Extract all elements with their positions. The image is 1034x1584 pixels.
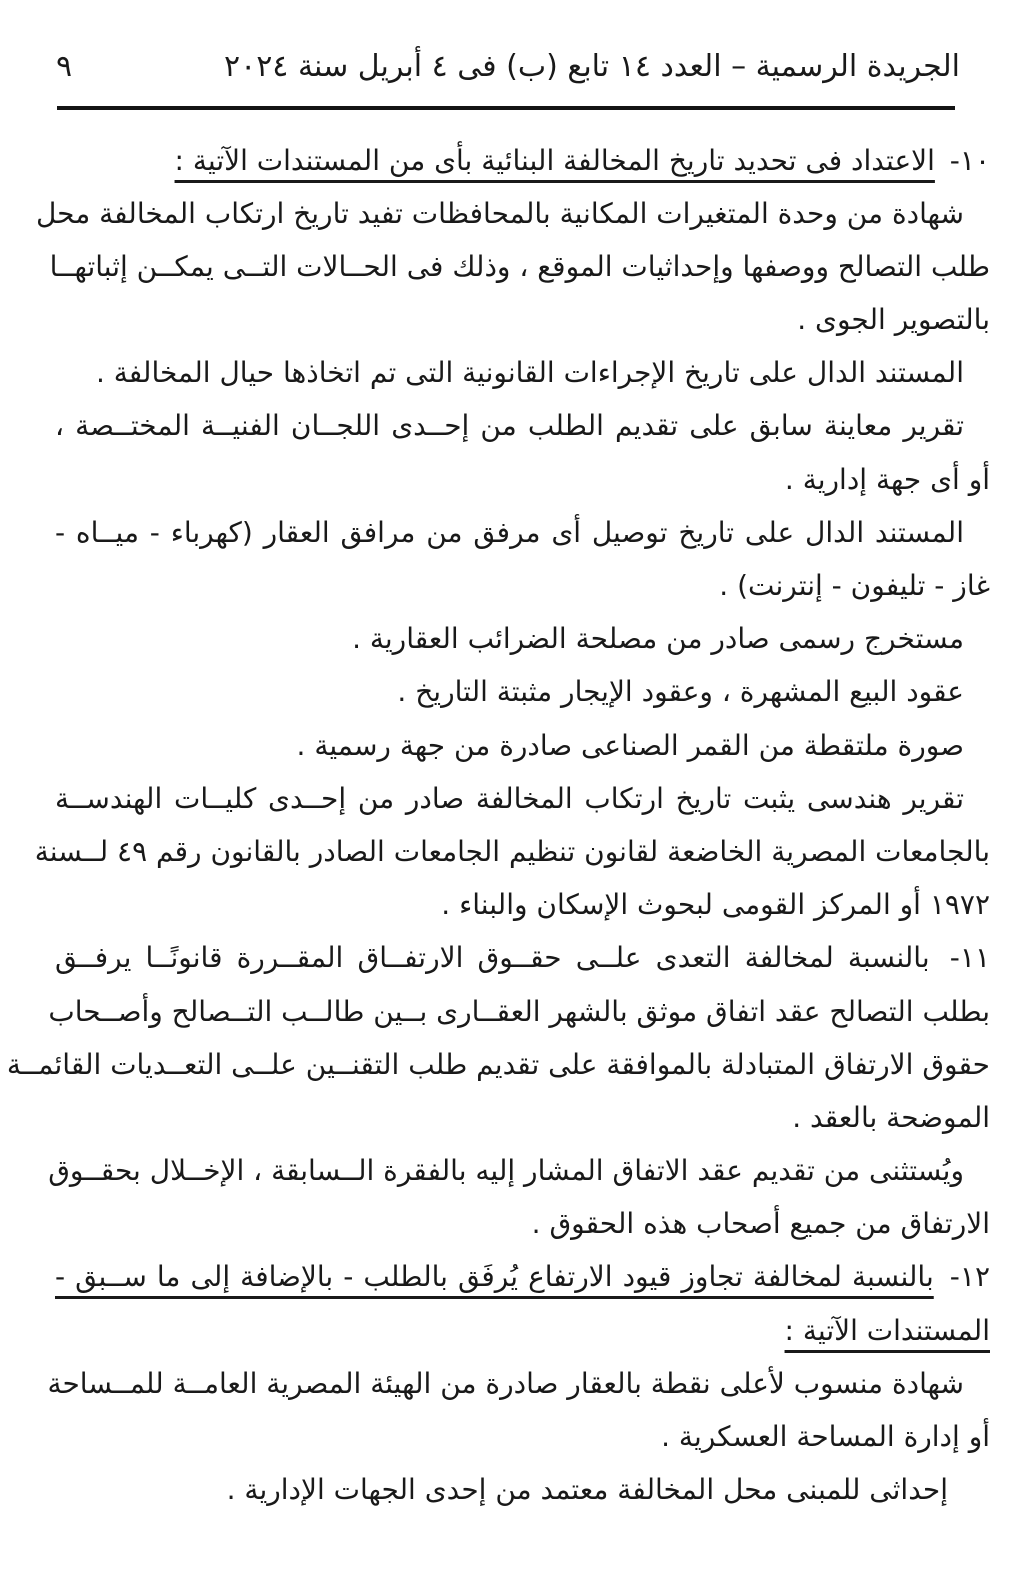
elevation-certificate-line-1: شهادة منسوب لأعلى نقطة بالعقار صادرة من الهيئة المصرية العامــة للمــساحة [47, 1366, 964, 1400]
item-11-number: ١١- [935, 941, 990, 975]
item-11-line-3: حقوق الارتفاق المتبادلة بالموافقة على تقديم طلب التقنــين علــى التعــديات القائمــة [6, 1047, 990, 1081]
tax-extract-line: مستخرج رسمى صادر من مصلحة الضرائب العقارية . [352, 622, 964, 656]
page-number: ٩ [56, 49, 73, 84]
exception-paragraph-line-1: ويُستثنى من تقديم عقد الاتفاق المشار إليه بالفقرة الــسابقة ، الإخــلال بحقــوق [48, 1154, 964, 1188]
item-12-line-2 [55, 1304, 990, 1357]
item-10-number: ١٠- [940, 143, 990, 177]
item-11-line-2: بطلب التصالح عقد اتفاق موثق بالشهر العقــارى بــين طالــب التــصالح وأصــحاب [48, 994, 990, 1028]
certificate-paragraph-line-3: بالتصوير الجوى . [797, 303, 990, 337]
utility-document-line-1: المستند الدال على تاريخ توصيل أى مرفق من مرافق العقار (كهرباء - ميــاه - [55, 515, 964, 549]
engineering-report-line-2: بالجامعات المصرية الخاضعة لقانون تنظيم الجامعات الصادر بالقانون رقم ٤٩ لــسنة [34, 834, 990, 868]
contracts-line: عقود البيع المشهرة ، وعقود الإيجار مثبتة التاريخ . [397, 675, 964, 709]
item-12-number: ١٢- [939, 1260, 990, 1294]
certificate-paragraph-line-2: طلب التصالح ووصفها وإحداثيات الموقع ، وذلك فى الحــالات التــى يمكــن إثباتهــا [49, 249, 990, 283]
item-11-text: بالنسبة لمخالفة التعدى علــى حقــوق الارتفــاق المقــررة قانونًــا يرفــق [55, 941, 930, 975]
coordinates-line: إحداثى للمبنى محل المخالفة معتمد من إحدى الجهات الإدارية . [226, 1473, 948, 1507]
item-12-heading-continuation: المستندات الآتية : [784, 1313, 990, 1347]
item-11-line-4: الموضحة بالعقد . [792, 1100, 990, 1134]
exception-paragraph-line-2: الارتفاق من جميع أصحاب هذه الحقوق . [531, 1207, 990, 1241]
engineering-report-line-3: ١٩٧٢ أو المركز القومى لبحوث الإسكان والبناء . [441, 888, 990, 922]
item-11-line-1 [55, 931, 990, 984]
certificate-paragraph-line-1: شهادة من وحدة المتغيرات المكانية بالمحافظات تفيد تاريخ ارتكاب المخالفة محل [35, 196, 964, 230]
inspection-report-line-2: أو أى جهة إدارية . [784, 462, 990, 496]
item-12-line-1 [55, 1250, 990, 1303]
page-header [0, 0, 1034, 86]
item-12-heading: بالنسبة لمخالفة تجاوز قيود الارتفاع يُرفَق بالطلب - بالإضافة إلى ما ســبق - [55, 1260, 934, 1294]
gazette-title: الجريدة الرسمية – العدد ١٤ تابع (ب) فى ٤ أبريل سنة ٢٠٢٤ [223, 49, 960, 84]
legal-procedures-line: المستند الدال على تاريخ الإجراءات القانونية التى تم اتخاذها حيال المخالفة . [95, 356, 964, 390]
engineering-report-line-1: تقرير هندسى يثبت تاريخ ارتكاب المخالفة صادر من إحــدى كليــات الهندســة [55, 781, 964, 815]
elevation-certificate-line-2: أو إدارة المساحة العسكرية . [661, 1420, 990, 1453]
item-10-heading-line [55, 134, 990, 187]
item-10-heading: الاعتداد فى تحديد تاريخ المخالفة البنائية بأى من المستندات الآتية : [174, 143, 935, 177]
satellite-photo-line: صورة ملتقطة من القمر الصناعى صادرة من جهة رسمية . [296, 728, 964, 762]
utility-document-line-2: غاز - تليفون - إنترنت) . [719, 569, 990, 602]
document-body [0, 110, 1034, 1517]
inspection-report-line-1: تقرير معاينة سابق على تقديم الطلب من إحــدى اللجــان الفنيــة المختــصة ، [55, 409, 964, 443]
